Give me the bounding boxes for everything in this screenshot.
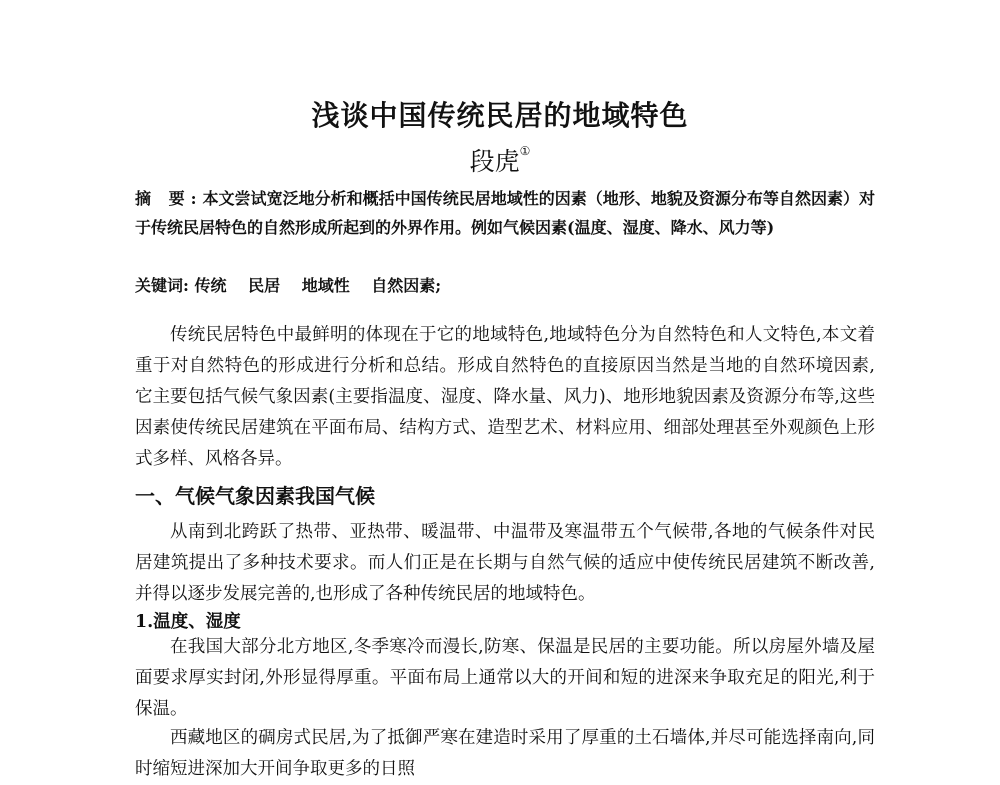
author-name: 段虎 <box>469 147 520 176</box>
abstract-label: 摘 要: <box>135 189 203 208</box>
keyword-item: 传统 <box>194 276 227 295</box>
abstract-text: 本文尝试宽泛地分析和概括中国传统民居地域性的因素（地形、地貌及资源分布等自然因素）对于传统民居特色的自然形成所起到的外界作用。例如气候因素(温度、湿度、降水、风力等) <box>135 189 875 237</box>
keyword-item: 自然因素; <box>371 276 442 295</box>
abstract <box>135 184 875 242</box>
intro-paragraph: 传统民居特色中最鲜明的体现在于它的地域特色,地域特色分为自然特色和人文特色,本文着重于对自然特色的形成进行分析和总结。形成自然特色的直接原因当然是当地的自然环境因素,它主要包括气候气象因素(主要指温度、湿度、降水量、风力)、地形地貌因素及资源分布等,这些因素使传统民居建筑在平面布局、结构方式、造型艺术、材料应用、细部处理甚至外观颜色上形式多样、风格各异。 <box>135 325 875 469</box>
section-heading-climate: 一、气候气象因素我国气候 <box>135 484 375 508</box>
paper-title: 浅谈中国传统民居的地域特色 <box>311 99 689 132</box>
author-line <box>0 142 1000 178</box>
keyword-item: 民居 <box>248 276 281 295</box>
keyword-item: 地域性 <box>301 276 350 295</box>
keywords-label: 关键词: <box>135 276 189 295</box>
climate-paragraph: 从南到北跨跃了热带、亚热带、暖温带、中温带及寒温带五个气候带,各地的气候条件对民居建筑提出了多种技术要求。而人们正是在长期与自然气候的适应中使传统民居建筑不断改善,并得以逐步发展完善的,也形成了各种传统民居的地域特色。 <box>135 522 875 604</box>
author-footnote-marker: ① <box>519 144 531 158</box>
keywords <box>135 271 875 300</box>
subsection-heading-temperature: 1.温度、湿度 <box>135 612 241 632</box>
temperature-paragraph: 在我国大部分北方地区,冬季寒冷而漫长,防寒、保温是民居的主要功能。所以房屋外墙及屋面要求厚实封闭,外形显得厚重。平面布局上通常以大的开间和短的进深来争取充足的阳光,利于保温。 <box>135 637 875 719</box>
tibet-paragraph: 西藏地区的碉房式民居,为了抵御严寒在建造时采用了厚重的土石墙体,并尽可能选择南向,同时缩短进深加大开间争取更多的日照 <box>135 728 875 779</box>
